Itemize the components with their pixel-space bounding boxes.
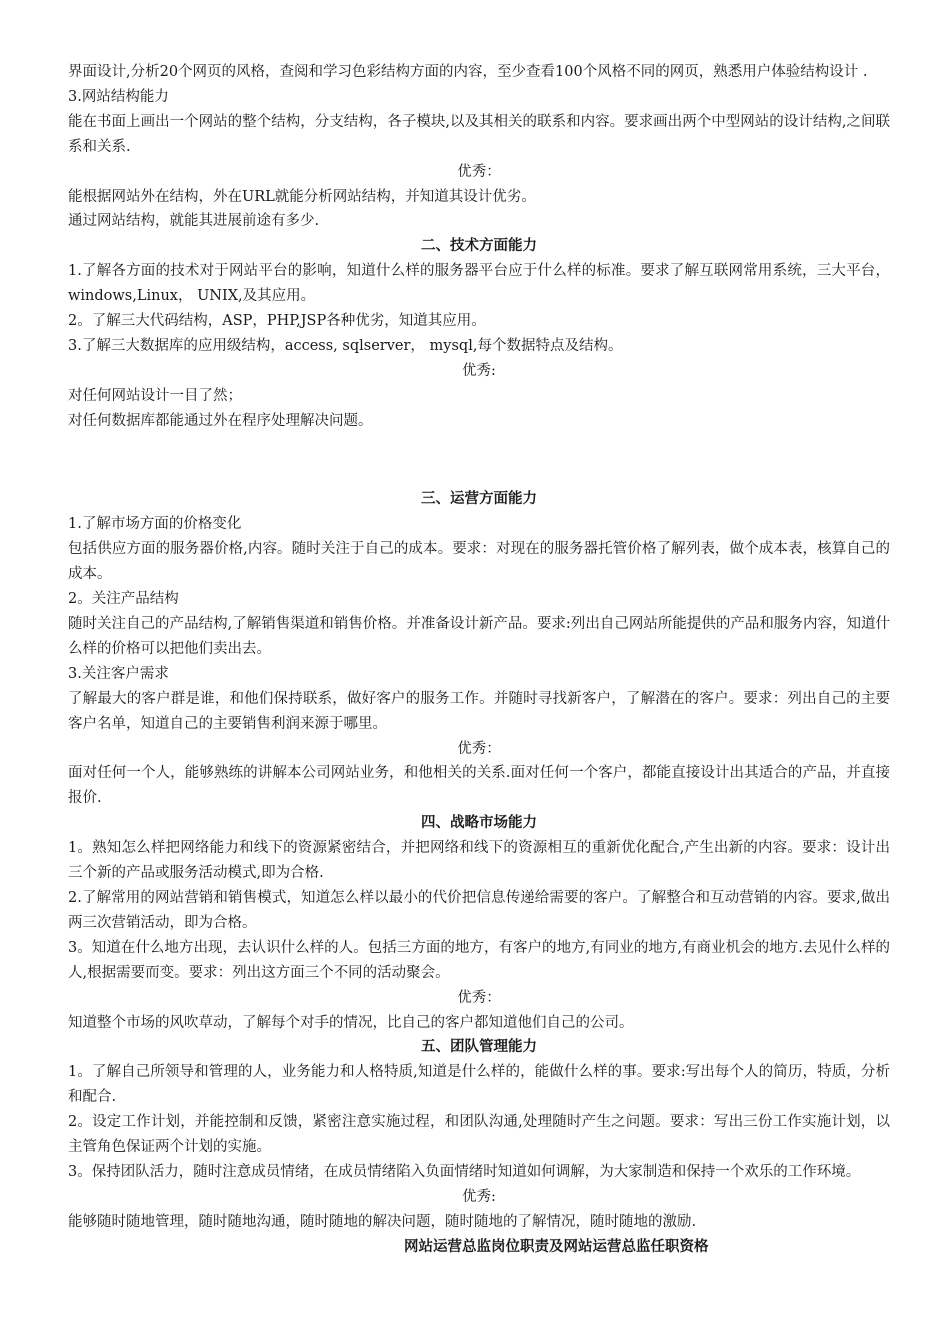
paragraph: 面对任何一个人，能够熟练的讲解本公司网站业务，和他相关的关系.面对任何一个客户，都能直接设计出其适合的产品，并直接报价.	[68, 765, 890, 807]
section-heading: 三、运营方面能力	[421, 491, 537, 508]
paragraph: 通过网站结构，就能其进展前途有多少.	[68, 213, 320, 230]
paragraph: 了解最大的客户群是谁，和他们保持联系，做好客户的服务工作。并随时寻找新客户，了解潜在的客户。要求：列出自己的主要客户名单，知道自己的主要销售利润来源于哪里。	[68, 690, 890, 732]
paragraph: 2。关注产品结构	[68, 591, 179, 608]
paragraph: 知道整个市场的风吹草动，了解每个对手的情况，比自己的客户都知道他们自己的公司。	[68, 1014, 634, 1031]
blank-line	[68, 448, 890, 473]
paragraph: 包括供应方面的服务器价格,内容。随时关注于自己的成本。要求：对现在的服务器托管价格了解列表，做个成本表，核算自己的成本。	[68, 541, 890, 583]
paragraph: 3。知道在什么地方出现，去认识什么样的人。包括三方面的地方，有客户的地方,有同业的地方,有商业机会的地方.去见什么样的人,根据需要而变。要求：列出这方面三个不同的活动聚会。	[68, 939, 890, 981]
section-heading: 二、技术方面能力	[421, 238, 537, 255]
paragraph: 3.网站结构能力	[68, 88, 169, 105]
paragraph: 随时关注自己的产品结构,了解销售渠道和销售价格。并准备设计新产品。要求:列出自己网站所能提供的产品和服务内容，知道什么样的价格可以把他们卖出去。	[68, 616, 890, 657]
paragraph: 1。了解自己所领导和管理的人，业务能力和人格特质,知道是什么样的，能做什么样的事。要求:写出每个人的简历，特质，分析和配合.	[68, 1064, 890, 1106]
paragraph: 对任何网站设计一目了然；	[68, 387, 242, 404]
section-heading: 四、战略市场能力	[421, 815, 537, 832]
paragraph: 2。设定工作计划，并能控制和反馈，紧密注意实施过程，和团队沟通,处理随时产生之问题。要求：写出三份工作实施计划，以主管角色保证两个计划的实施。	[68, 1114, 890, 1156]
section-heading: 五、团队管理能力	[421, 1039, 537, 1056]
paragraph: 对任何数据库都能通过外在程序处理解决问题。	[68, 412, 373, 429]
paragraph: 1.了解市场方面的价格变化	[68, 516, 242, 533]
paragraph: 2。了解三大代码结构，ASP，PHP,JSP各种优劣，知道其应用。	[68, 313, 486, 330]
next-document-title: 网站运营总监岗位职责及网站运营总监任职资格	[404, 1238, 709, 1255]
excellence-label: 优秀:	[462, 1188, 496, 1205]
paragraph: 能够随时随地管理，随时随地沟通，随时随地的解决问题，随时随地的了解情况，随时随地的激励.	[68, 1213, 697, 1230]
excellence-label: 优秀:	[462, 362, 496, 379]
document-page	[68, 60, 890, 1260]
paragraph: 界面设计,分析20个网页的风格，查阅和学习色彩结构方面的内容，至少查看100个风格不同的网页，熟悉用户体验结构设计 .	[68, 64, 868, 80]
paragraph: 3.关注客户需求	[68, 665, 169, 682]
excellence-label: 优秀：	[457, 163, 501, 180]
paragraph: 1。熟知怎么样把网络能力和线下的资源紧密结合，并把网络和线下的资源相互的重新优化配合,产生出新的内容。要求：设计出三个新的产品或服务活动模式,即为合格.	[68, 840, 890, 882]
excellence-label: 优秀：	[457, 989, 501, 1006]
paragraph: 2.了解常用的网站营销和销售模式，知道怎么样以最小的代价把信息传递给需要的客户。了解整合和互动营销的内容。要求,做出两三次营销活动，即为合格。	[68, 889, 890, 931]
paragraph: 能在书面上画出一个网站的整个结构，分支结构，各子模块,以及其相关的联系和内容。要求画出两个中型网站的设计结构,之间联系和关系.	[68, 113, 890, 155]
paragraph: 能根据网站外在结构，外在URL就能分析网站结构，并知道其设计优劣。	[68, 188, 536, 205]
paragraph: 3.了解三大数据库的应用级结构，access, sqlserver， mysql,每个数据特点及结构。	[68, 337, 623, 354]
paragraph: 1.了解各方面的技术对于网站平台的影响，知道什么样的服务器平台应于什么样的标准。要求了解互联网常用系统，三大平台，windows,Linux， UNIX,及其应用。	[68, 263, 890, 305]
paragraph: 3。保持团队活力，随时注意成员情绪，在成员情绪陷入负面情绪时知道如何调解，为大家制造和保持一个欢乐的工作环境。	[68, 1163, 861, 1180]
excellence-label: 优秀：	[457, 740, 501, 757]
